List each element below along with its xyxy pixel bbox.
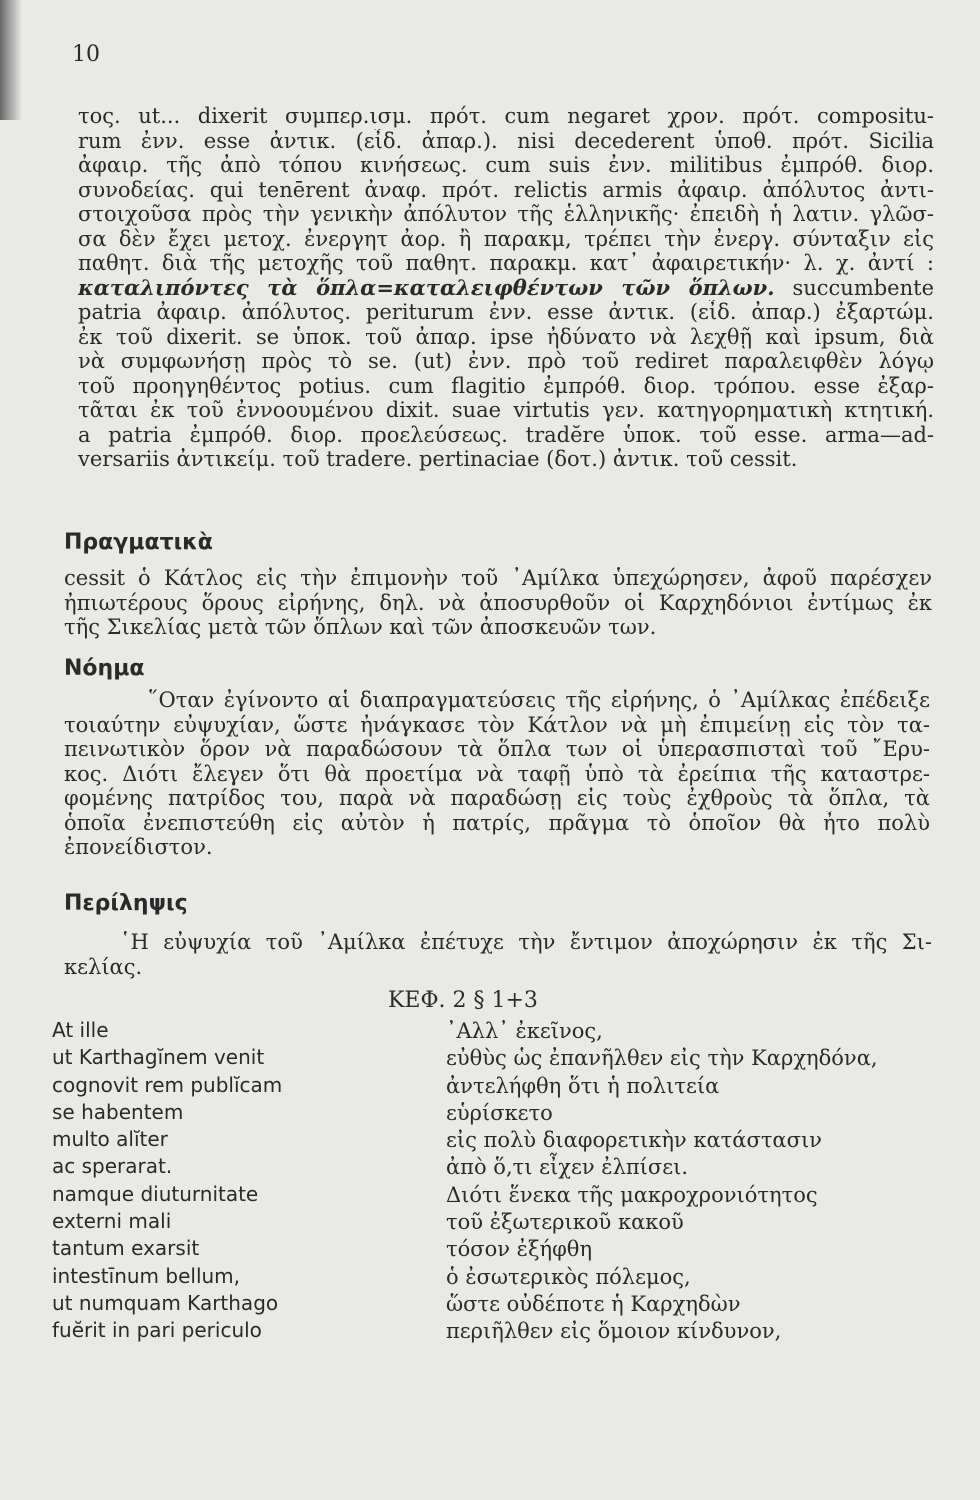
chapter-heading: ΚΕΦ. 2 § 1+3	[388, 988, 538, 1013]
greek-line: Διότι ἕνεκα τῆς μακροχρονιότητος	[446, 1182, 818, 1207]
section-perilipsis	[64, 930, 932, 979]
notes-line: patria ἀφαιρ. ἀπόλυτος. periturum ἐνν. esse ἀντικ. (εἶδ. ἀπαρ.) ἐξαρτώμ.	[78, 300, 934, 324]
pragmatika-line: τῆς Σικελίας μετὰ τῶν ὅπλων καὶ τῶν ἀποσκευῶν των.	[64, 615, 657, 639]
greek-translation-column	[446, 1018, 878, 1346]
pragmatika-line: ἠπιωτέρους ὅρους εἰρήνης, δηλ. νὰ ἀποσυρθοῦν οἱ Καρχηδόνιοι ἐντίμως ἐκ	[64, 590, 932, 615]
latin-line: externi mali	[52, 1209, 172, 1234]
notes-line: ἀφαιρ. τῆς ἀπὸ τόπου κινήσεως. cum suis ἐνν. militibus ἐμπρόθ. διορ.	[78, 153, 934, 177]
greek-line: εὑρίσκετο	[446, 1100, 553, 1125]
latin-line: fuĕrit in pari periculo	[52, 1318, 262, 1343]
noima-line: ῞Οταν ἐγίνοντο αἱ διαπραγματεύσεις τῆς εἰρήνης, ὁ ᾿Αμίλκας ἐπέδειξε	[148, 688, 930, 712]
section-heading-perilipsis: Περίληψις	[64, 891, 188, 916]
notes-line: στοιχοῦσα πρὸς τὴν γενικὴν ἀπόλυτον τῆς ἑλληνικῆς· ἐπειδὴ ἡ λατιν. γλῶσ-	[78, 202, 934, 226]
notes-line: παθητ. διὰ τῆς μετοχῆς τοῦ παθητ. παρακμ. κατ᾽ ἀφαιρετικήν· λ. χ. ἀντί :	[78, 251, 934, 275]
section-heading-pragmatika: Πραγματικὰ	[64, 530, 213, 555]
grammar-notes	[78, 104, 934, 472]
notes-line: a patria ἐμπρόθ. διορ. προελεύσεως. tradĕre ὑποκ. τοῦ esse. arma—ad-	[78, 422, 934, 447]
section-heading-noima: Νόημα	[64, 656, 145, 681]
notes-line: τος. ut... dixerit συμπερ.ισμ. πρότ. cum negaret χρον. πρότ. compositu-	[78, 104, 934, 128]
greek-line: εὐθὺς ὡς ἐπανῆλθεν εἰς τὴν Καρχηδόνα,	[446, 1046, 878, 1071]
latin-line: At ille	[52, 1018, 109, 1042]
latin-line: ut Karthagĭnem venit	[52, 1045, 265, 1070]
greek-line: τοῦ ἐξωτερικοῦ κακοῦ	[446, 1210, 684, 1235]
latin-line: tantum exarsit	[52, 1236, 200, 1261]
notes-line: συνοδείας. qui tenērent ἀναφ. πρότ. relictis armis ἀφαιρ. ἀπόλυτος ἀντι-	[78, 177, 934, 202]
latin-line: namque diuturnitate	[52, 1181, 259, 1206]
notes-line: rum ἐνν. esse ἀντικ. (εἶδ. ἀπαρ.). nisi decederent ὑποθ. πρότ. Sicilia	[78, 128, 934, 153]
noima-line: ὁποῖα ἐνεπιστεύθη εἰς αὐτὸν ἡ πατρίς, πρᾶγμα τὸ ὁποῖον θὰ ἦτο πολὺ	[64, 810, 930, 835]
noima-line: ἐπονείδιστον.	[64, 835, 213, 859]
section-noima	[64, 688, 930, 860]
perilipsis-line: ῾Η εὐψυχία τοῦ ᾿Αμίλκα ἐπέτυχε τὴν ἔντιμον ἀποχώρησιν ἐκ τῆς Σι-	[120, 930, 932, 954]
latin-line: ut numquam Karthago	[52, 1290, 279, 1315]
notes-line: versariis ἀντικείμ. τοῦ tradere. pertinaciae (δοτ.) ἀντικ. τοῦ cessit.	[78, 447, 798, 471]
notes-line-with-bold	[78, 276, 934, 301]
page-edge-shadow	[0, 0, 22, 120]
greek-line: ὁ ἐσωτερικὸς πόλεμος,	[446, 1264, 691, 1289]
notes-line-tail: succumbente	[792, 275, 934, 300]
greek-line: εἰς πολὺ διαφορετικὴν κατάστασιν	[446, 1128, 822, 1153]
noima-line: κος. Διότι ἔλεγεν ὅτι θὰ προετίμα νὰ ταφῇ ὑπὸ τὰ ἐρείπια τῆς καταστρε-	[64, 761, 930, 786]
notes-line: τᾶται ἐκ τοῦ ἐννοουμένου dixit. suae virtutis γεν. κατηγορηματικὴ κτητική.	[78, 398, 934, 422]
latin-text-column	[52, 1017, 282, 1345]
noima-line: πεινωτικὸν ὅρον νὰ παραδώσουν τὰ ὅπλα των οἱ ὑπερασπισταὶ τοῦ ῎Ερυ-	[64, 737, 930, 761]
page-number: 10	[72, 42, 100, 67]
notes-line: νὰ συμφωνήσῃ πρὸς τὸ se. (ut) ἐνν. πρὸ τοῦ rediret παραλειφθὲν λόγῳ	[78, 349, 934, 373]
noima-line: τοιαύτην εὐψυχίαν, ὥστε ἠνάγκασε τὸν Κάτλον νὰ μὴ ἐπιμείνῃ εἰς τὸν τα-	[64, 712, 930, 737]
latin-line: multo alĭter	[52, 1127, 168, 1152]
notes-bold-phrase: καταλιπόντες τὰ ὅπλα=καταλειφθέντων τῶν ὅπλων.	[78, 275, 775, 300]
latin-line: intestīnum bellum,	[52, 1263, 241, 1288]
greek-line: ἀντελήφθη ὅτι ἡ πολιτεία	[446, 1073, 720, 1098]
notes-line: ἐκ τοῦ dixerit. se ὑποκ. τοῦ ἀπαρ. ipse ἠδύνατο νὰ λεχθῇ καὶ ipsum, διὰ	[78, 324, 934, 349]
latin-line: se habentem	[52, 1099, 184, 1124]
latin-line: cognovit rem publĭcam	[52, 1072, 283, 1097]
greek-line: τόσον ἐξήφθη	[446, 1237, 593, 1262]
section-pragmatika	[64, 566, 932, 640]
greek-line: περιῆλθεν εἰς ὅμοιον κίνδυνον,	[446, 1319, 782, 1344]
greek-line: ᾿Αλλ᾿ ἐκεῖνος,	[446, 1019, 603, 1043]
noima-line: φομένης πατρίδος του, παρὰ νὰ παραδώσῃ εἰς τοὺς ἐχθροὺς τὰ ὅπλα, τὰ	[64, 786, 930, 810]
greek-line: ὥστε οὐδέποτε ἡ Καρχηδὼν	[446, 1291, 741, 1316]
pragmatika-line: cessit ὁ Κάτλος εἰς τὴν ἐπιμονὴν τοῦ ᾿Αμίλκα ὑπεχώρησεν, ἀφοῦ παρέσχεν	[64, 566, 932, 590]
perilipsis-line: κελίας.	[64, 954, 143, 979]
notes-line: τοῦ προηγηθέντος potius. cum flagitio ἐμπρόθ. διορ. τρόπου. esse ἐξαρ-	[78, 373, 934, 398]
notes-line: σα δὲν ἔχει μετοχ. ἐνεργητ ἀορ. ἢ παρακμ, τρέπει τὴν ἐνεργ. σύνταξιν εἰς	[78, 226, 934, 251]
greek-line: ἀπὸ ὅ,τι εἶχεν ἐλπίσει.	[446, 1155, 689, 1180]
latin-line: ac sperarat.	[52, 1154, 173, 1179]
